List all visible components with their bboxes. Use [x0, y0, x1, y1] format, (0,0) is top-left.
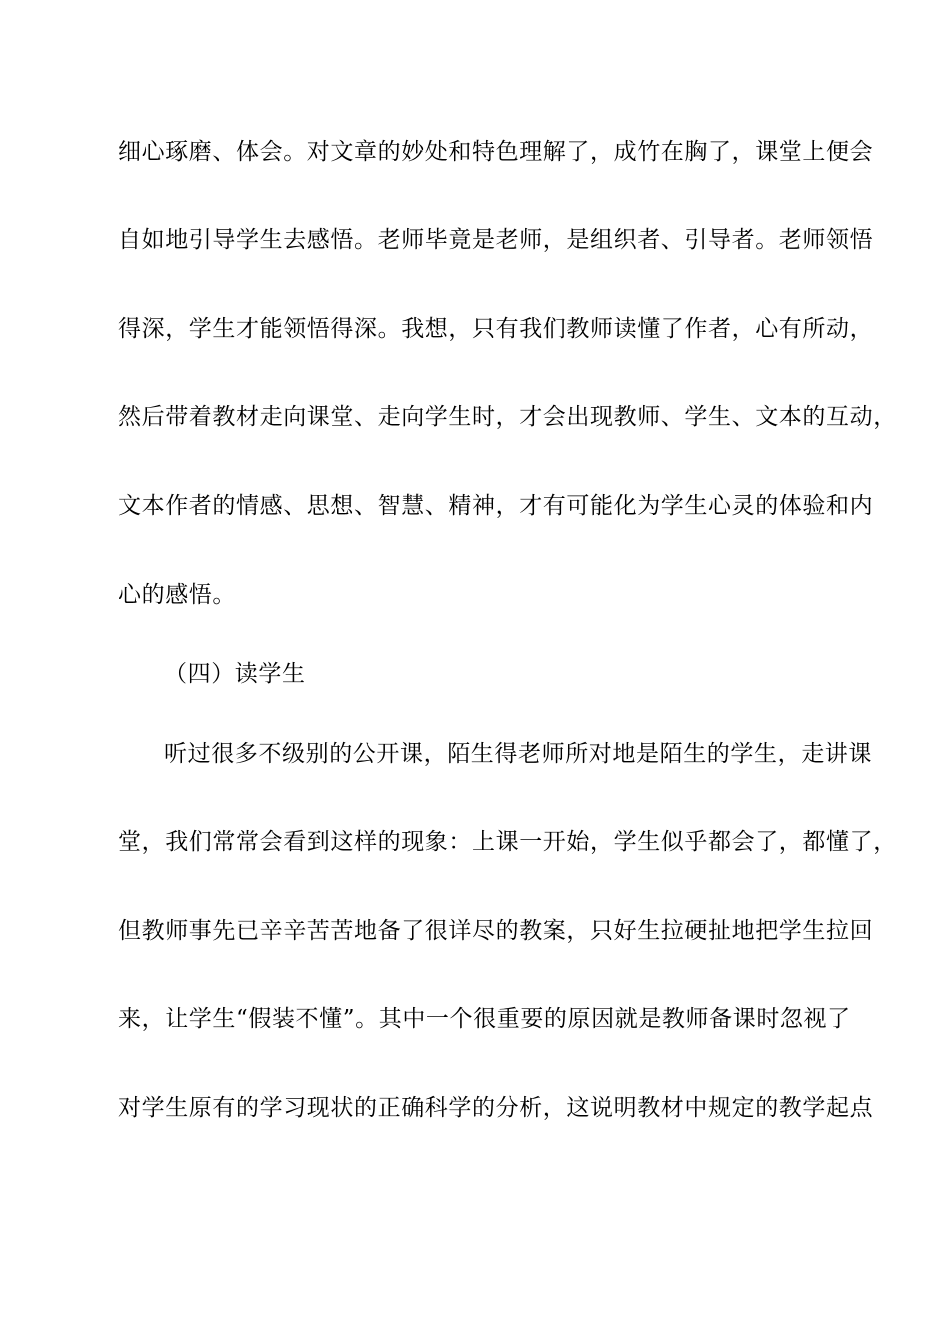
paragraph-line: 得深，学生才能领悟得深。我想，只有我们教师读懂了作者，心有所动， — [118, 316, 874, 342]
paragraph-line: 细心琢磨、体会。对文章的妙处和特色理解了，成竹在胸了，课堂上便会 — [118, 139, 874, 165]
paragraph-line: 对学生原有的学习现状的正确科学的分析，这说明教材中规定的教学起点 — [118, 1095, 874, 1121]
section-heading: （四）读学生 — [164, 661, 306, 687]
paragraph-line: 然后带着教材走向课堂、走向学生时，才会出现教师、学生、文本的互动， — [118, 404, 897, 430]
paragraph-line: 心的感悟。 — [118, 582, 236, 608]
paragraph-line: 文本作者的情感、思想、智慧、精神，才有可能化为学生心灵的体验和内 — [118, 493, 874, 519]
paragraph-line: 但教师事先已辛辛苦苦地备了很详尽的教案，只好生拉硬扯地把学生拉回 — [118, 918, 874, 944]
paragraph-line: 自如地引导学生去感悟。老师毕竟是老师，是组织者、引导者。老师领悟 — [118, 227, 874, 253]
paragraph-line: 来，让学生“假装不懂”。其中一个很重要的原因就是教师备课时忽视了 — [118, 1006, 851, 1032]
paragraph-line: 堂，我们常常会看到这样的现象：上课一开始，学生似乎都会了，都懂了， — [118, 829, 897, 855]
paragraph-line: 听过很多不级别的公开课，陌生得老师所对地是陌生的学生，走讲课 — [164, 741, 872, 767]
